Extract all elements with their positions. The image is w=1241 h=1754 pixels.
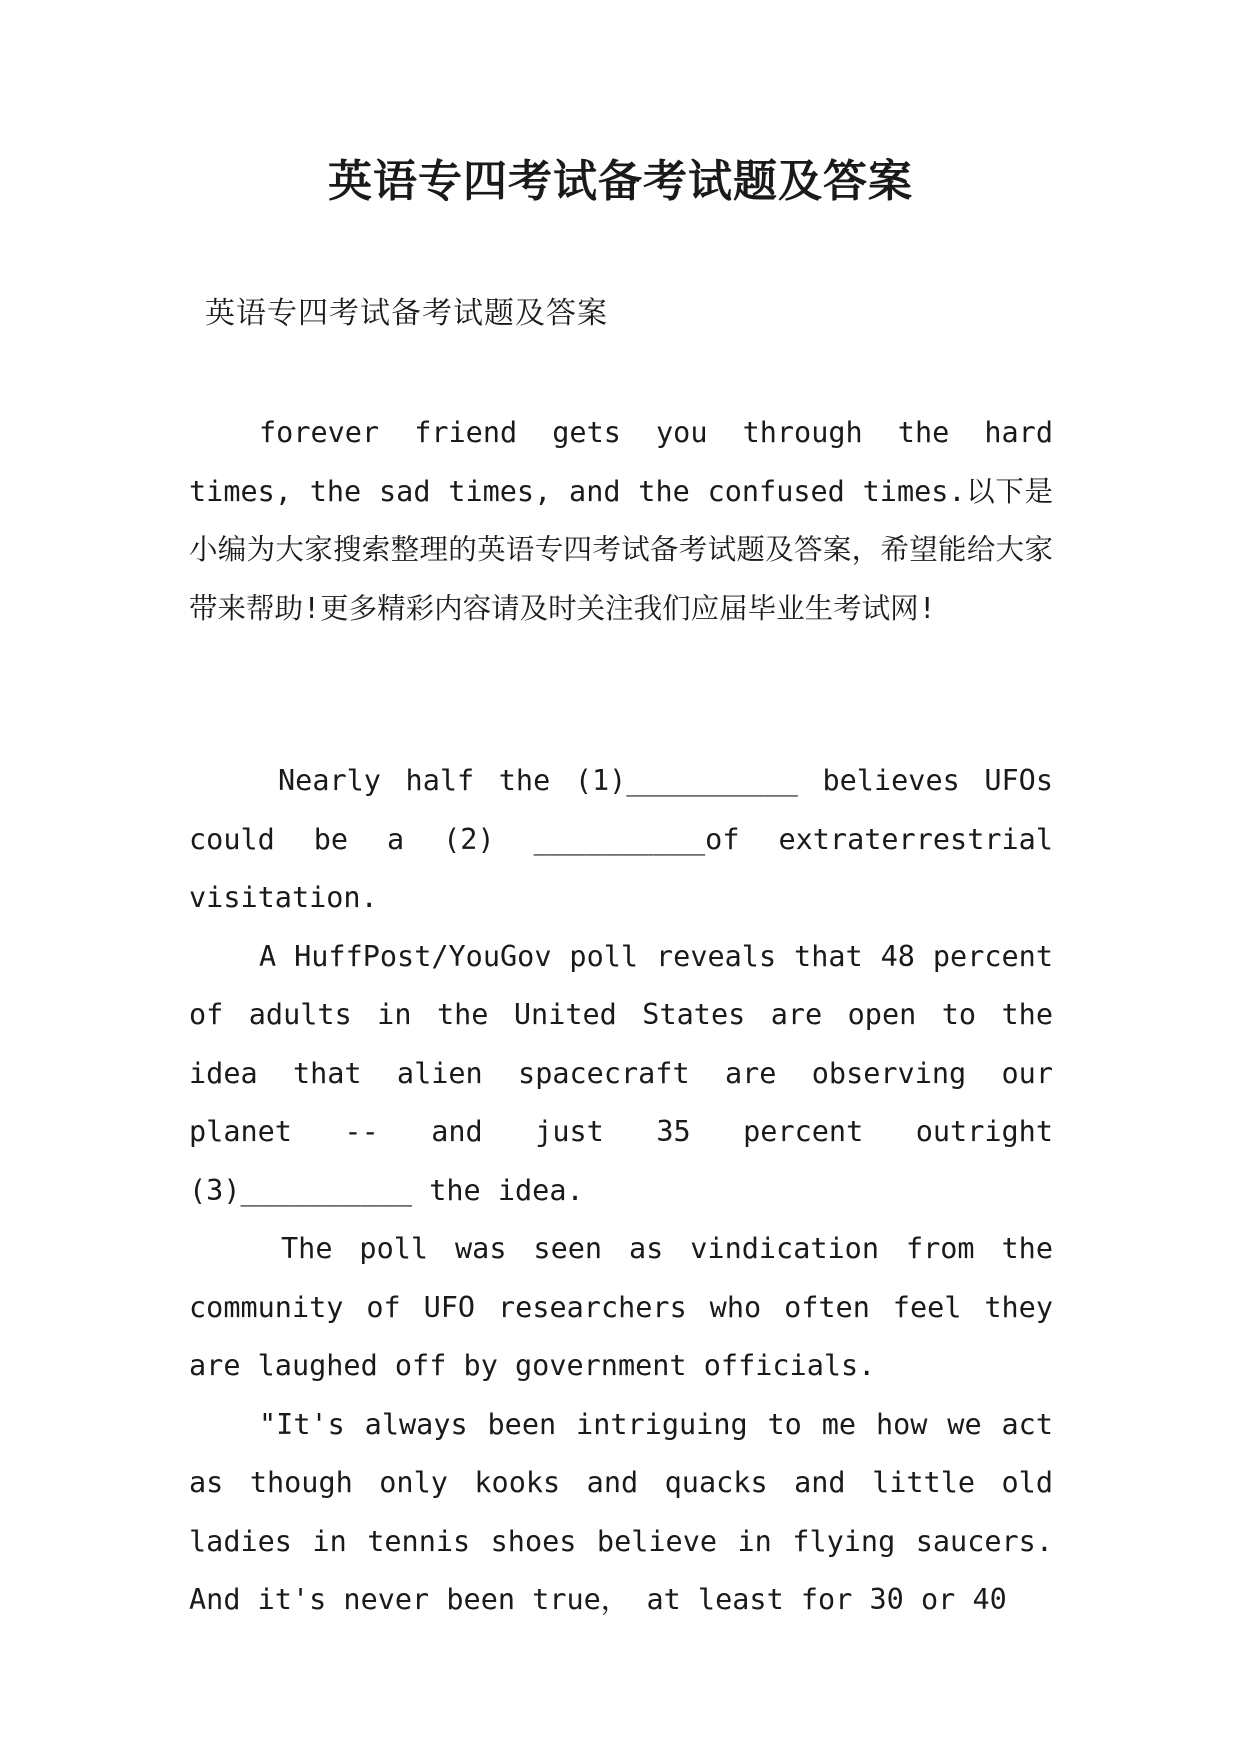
intro-paragraph: forever friend gets you through the hard times, the sad times, and the confused times.以下是小编为大家搜索整理的英语专四考试备考试题及答案，希望能给大家带来帮助!更多精彩内容请及时关注我们应届毕业生考试网! xyxy=(189,416,1053,625)
paragraph-3: The poll was seen as vindication from the community of UFO researchers who often feel they are laughed off by government officials. xyxy=(189,1232,1053,1382)
intro-section xyxy=(189,404,1053,638)
paragraph-2: A HuffPost/YouGov poll reveals that 48 percent of adults in the United States are open to the idea that alien spacecraft are observing our planet -- and just 35 percent outright (3)__________ the idea. xyxy=(189,939,1053,1207)
paragraph-1: Nearly half the (1)__________ believes UFOs could be a (2) __________of extraterrestrial visitation. xyxy=(189,764,1053,914)
article-body xyxy=(189,752,1053,1630)
document-subtitle: 英语专四考试备考试题及答案 xyxy=(205,296,608,331)
document-title: 英语专四考试备考试题及答案 xyxy=(328,156,913,207)
paragraph-4: "It's always been intriguing to me how we act as though only kooks and quacks and little old ladies in tennis shoes believe in flying saucers. And it's never been true， at least for 30 or 40 xyxy=(189,1407,1053,1616)
